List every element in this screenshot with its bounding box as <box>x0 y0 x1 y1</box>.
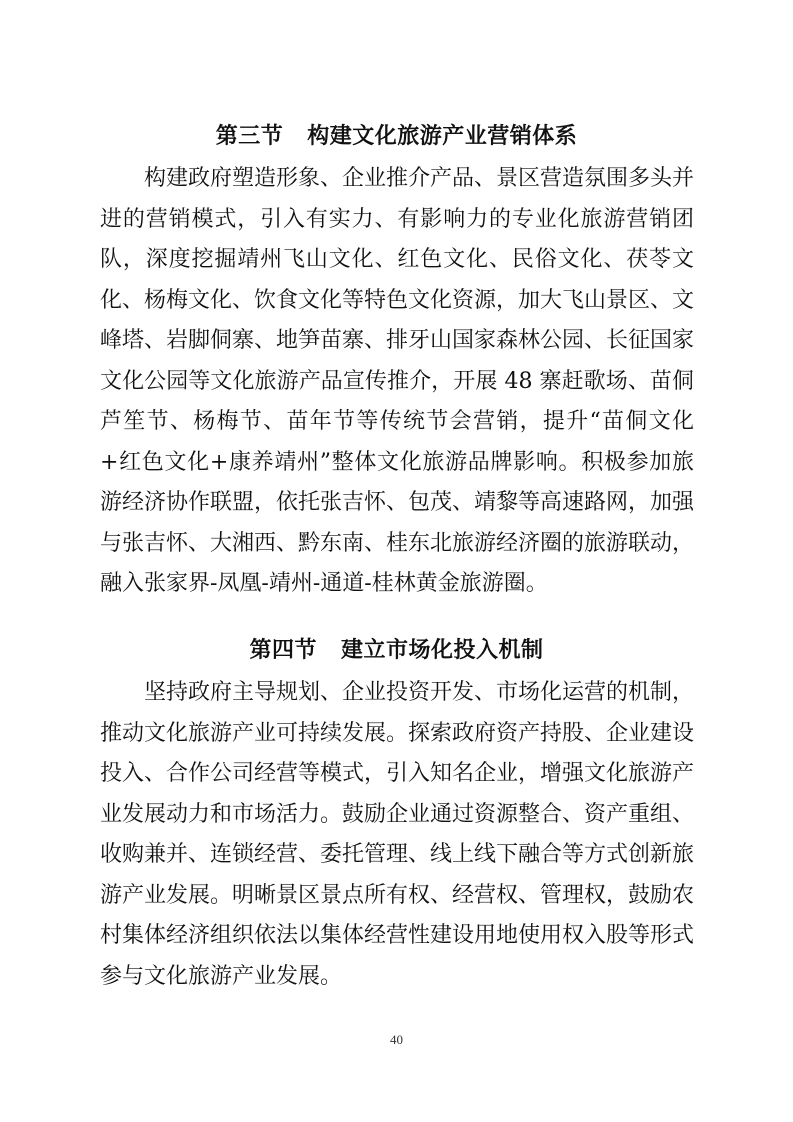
section-3-number: 第三节 <box>215 124 284 149</box>
section-4-title: 建立市场化投入机制 <box>341 638 544 663</box>
page-number: 40 <box>390 1032 403 1047</box>
section-3-paragraph: 构建政府塑造形象、企业推介产品、景区营造氛围多头并进的营销模式，引入有实力、有影响力的专业化旅游营销团队，深度挖掘靖州飞山文化、红色文化、民俗文化、茯苓文化、杨梅文化、饮食文化等特色文化资源，加大飞山景区、文峰塔、岩脚侗寨、地笋苗寨、排牙山国家森林公园、长征国家文化公园等文化旅游产品宣传推介，开展 48 寨赶歌场、苗侗芦笙节、杨梅节、苗年节等传统节会营销，提升“苗侗文化+红色文化+康养靖州”整体文化旅游品牌影响。积极参加旅游经济协作联盟，依托张吉怀、包茂、靖黎等高速路网，加强与张吉怀、大湘西、黔东南、桂东北旅游经济圈的旅游联动，融入张家界-凤凰-靖州-通道-桂林黄金旅游圈。 <box>100 166 695 596</box>
section-4-paragraph: 坚持政府主导规划、企业投资开发、市场化运营的机制，推动文化旅游产业可持续发展。探索政府资产持股、企业建设投入、合作公司经营等模式，引入知名企业，增强文化旅游产业发展动力和市场活力。鼓励企业通过资源整合、资产重组、收购兼并、连锁经营、委托管理、线上线下融合等方式创新旅游产业发展。明晰景区景点所有权、经营权、管理权，鼓励农村集体经济组织依法以集体经营性建设用地使用权入股等形式参与文化旅游产业发展。 <box>100 680 695 989</box>
section-3-heading <box>0 122 793 152</box>
section-4-heading <box>0 636 793 666</box>
section-4-number: 第四节 <box>249 638 317 663</box>
section-3-title: 构建文化旅游产业营销体系 <box>307 124 578 149</box>
